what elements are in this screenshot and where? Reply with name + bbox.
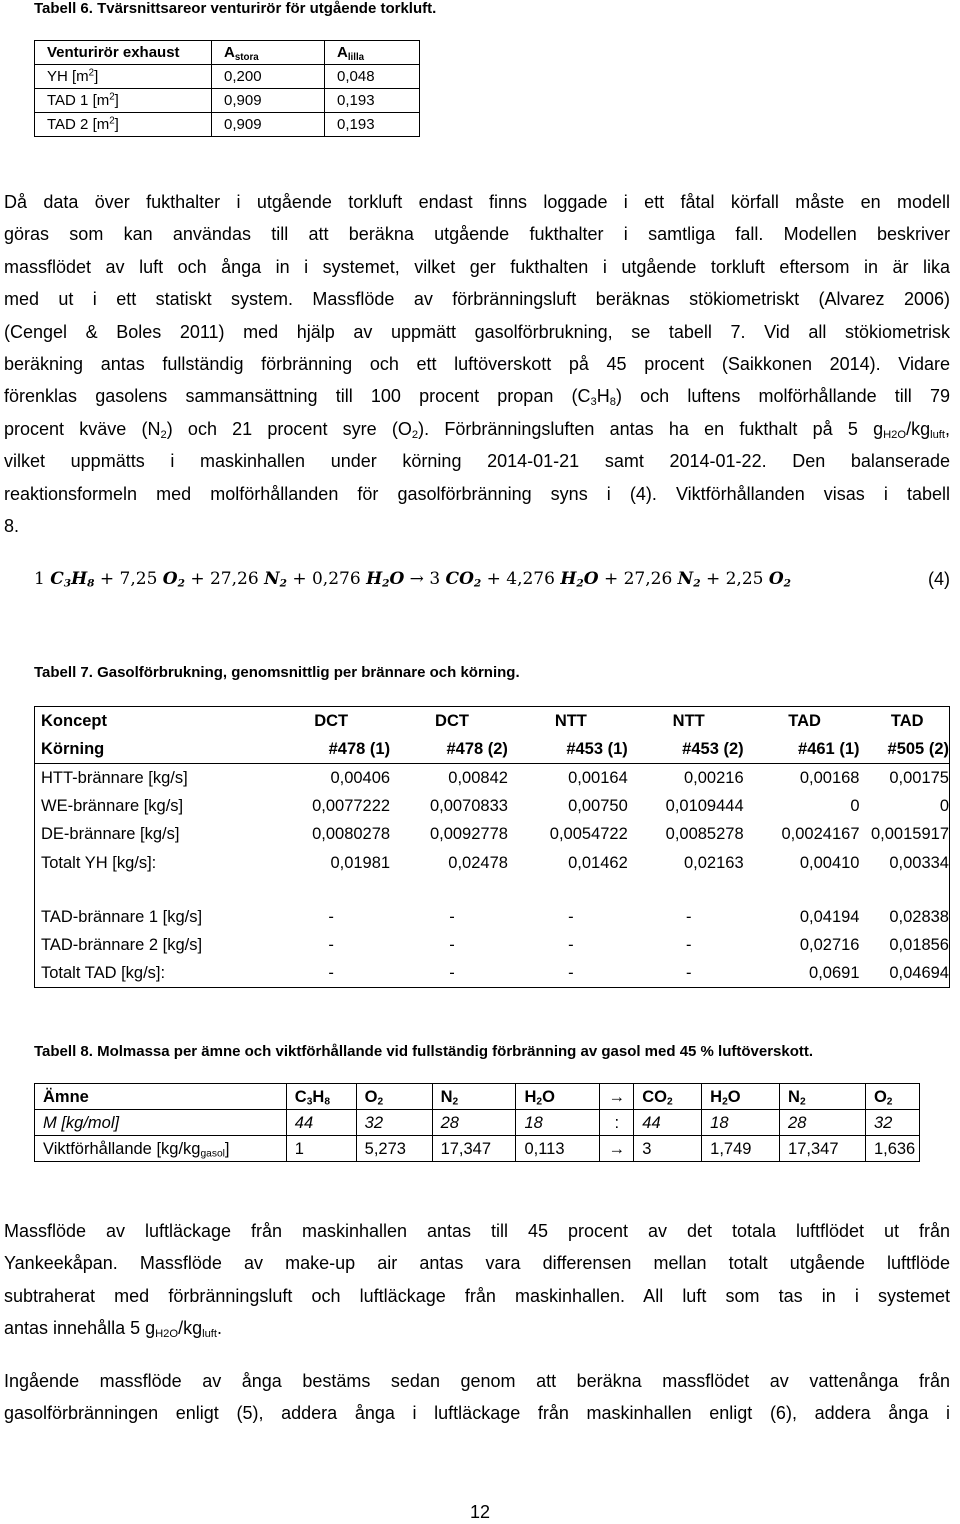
table-cell: 0,00334	[889, 853, 949, 872]
table-cell: Totalt YH [kg/s]:	[41, 853, 157, 872]
table-cell: YH $[m^2]$	[35, 65, 212, 89]
arrow-right-icon: →	[600, 1084, 634, 1110]
table-cell: 0,0070833	[429, 797, 508, 816]
table-cell: TAD 2 $[m^2]$	[35, 113, 212, 137]
table-row	[35, 707, 950, 736]
text-line: reaktionsformeln med molförhållanden för gasolförbränning syns i (4). Viktförhållanden visas i tabell	[4, 483, 950, 504]
table-cell: #478 (1)	[328, 740, 391, 759]
text-line: Då data över fukthalter i utgående torkluft endast finns loggade i ett fåtal körfall måste en modell	[4, 192, 950, 212]
paragraph-steam	[4, 1365, 950, 1430]
table-cell: 0,909	[212, 113, 325, 137]
text-line: göras som kan användas till att beräkna utgående fukthalter i samtliga fall. Modellen beskriver	[4, 224, 950, 245]
table-cell: Ämne	[35, 1084, 287, 1110]
table-cell: Venturirör exhaust	[35, 41, 212, 65]
table-spacer-row	[35, 877, 950, 903]
table-cell: NTT	[554, 712, 587, 731]
table-cell: O2	[865, 1084, 919, 1110]
table-cell: 1,636	[865, 1136, 919, 1162]
table-cell: 0	[939, 797, 949, 816]
table-cell: -	[685, 907, 692, 926]
table-cell: 0,0691	[809, 963, 860, 982]
table-cell: 0,02716	[799, 935, 860, 954]
table-cell: 0,02838	[889, 907, 949, 926]
table-cell: Koncept	[41, 712, 107, 731]
text-line: procent kväve (N2) och 21 procent syre (O2). Förbränningsluften antas ha en fukthalt på 5 gH2O/kgluft,	[4, 418, 950, 441]
table-cell: 0,193	[325, 113, 420, 137]
table-cell: 0,0015917	[871, 825, 949, 844]
table-8-caption: Tabell 8. Molmassa per ämne och viktförhållande vid fullständig förbränning av gasol med 45 % luftöverskott.	[34, 1043, 814, 1060]
table-cell: 44	[634, 1110, 702, 1136]
text-line: gasolförbränningen enligt (5), addera ånga i luftläckage från maskinhallen enligt (6), addera ånga i	[4, 1403, 950, 1424]
table-8	[34, 1083, 920, 1162]
text-line: Massflöde av luftläckage från maskinhallen antas till 45 procent av det totala luftflödet ut från	[4, 1221, 950, 1241]
table-cell: #453 (2)	[682, 740, 744, 759]
table-row	[35, 1136, 920, 1162]
table-cell: NTT	[672, 712, 705, 731]
table-cell: 0,0085278	[665, 825, 744, 844]
table-cell: 0,00842	[390, 764, 508, 793]
table-row	[35, 735, 950, 764]
table-row	[35, 89, 420, 113]
table-cell: #505 (2)	[887, 740, 949, 759]
table-cell: -	[685, 963, 692, 982]
table-cell: #453 (1)	[566, 740, 628, 759]
table-cell: WE-brännare [kg/s]	[41, 797, 184, 816]
table-cell: 44	[286, 1110, 356, 1136]
table-cell: 0,0109444	[665, 797, 744, 816]
table-row	[35, 1084, 920, 1110]
table-cell: 0,00168	[744, 764, 860, 793]
table-cell: DE-brännare [kg/s]	[41, 825, 180, 844]
text-line: med ut i ett statiskt system. Massflöde av förbränningsluft beräknas stökiometriskt (Alvarez 2006)	[4, 289, 950, 310]
table-cell: -	[449, 907, 455, 926]
table-cell: -	[449, 963, 455, 982]
page-number: 12	[469, 1502, 491, 1522]
table-cell: 1,749	[702, 1136, 780, 1162]
table-cell: 0,113	[516, 1136, 600, 1162]
equation-4: 1 C3H8 + 7,25 O2 + 27,26 N2 + 0,276 H2O → 3 CO2 + 4,276 H2O + 27,26 N2 + 2,25 O2 (4)	[34, 564, 950, 594]
table-6	[34, 40, 420, 137]
table-cell: 0,04194	[799, 907, 860, 926]
table-cell: -	[568, 963, 574, 982]
table-cell: CO2	[634, 1084, 702, 1110]
table-cell: 0,04694	[889, 963, 949, 982]
table-cell: TAD 1 $[m^2]$	[35, 89, 212, 113]
table-cell: 0,00410	[799, 853, 860, 872]
table-cell: 0,193	[325, 89, 420, 113]
table-cell: 0,02163	[683, 853, 744, 872]
text-line: subtraherat med förbränningsluft och luftläckage från maskinhallen. All luft som tas in i systemet	[4, 1285, 950, 1306]
table-cell: TAD	[788, 712, 821, 731]
text-line: 8.	[4, 516, 20, 537]
table-cell: H2O	[516, 1084, 600, 1110]
table-cell: Körning	[41, 740, 105, 759]
table-cell: -	[685, 935, 692, 954]
table-row	[35, 848, 950, 876]
table-cell: -	[328, 935, 334, 954]
table-row	[35, 792, 950, 820]
text-line: Ingående massflöde av ånga bestäms sedan genom att beräkna massflödet av vattenånga från	[4, 1371, 950, 1391]
text-line: Yankeekåpan. Massflöde av make-up air antas vara differensen mellan totalt utgående luftflöde	[4, 1253, 950, 1274]
table-cell: TAD	[890, 712, 924, 731]
table-cell: -	[328, 907, 334, 926]
table-cell: 0,01462	[568, 853, 628, 872]
table-row	[35, 903, 950, 931]
table-cell: 28	[432, 1110, 516, 1136]
paragraph-model	[4, 186, 950, 542]
table-cell: 17,347	[780, 1136, 866, 1162]
table-cell: 0,01981	[330, 853, 391, 872]
table-6-caption: Tabell 6. Tvärsnittsareor venturirör för utgående torkluft.	[34, 0, 437, 17]
table-cell: 0,00175	[860, 764, 950, 793]
table-cell: 0,048	[325, 65, 420, 89]
table-cell: -	[568, 935, 574, 954]
table-row	[35, 764, 950, 793]
table-cell: 0,0054722	[549, 825, 628, 844]
table-cell: H2O	[702, 1084, 780, 1110]
paragraph-air-leakage	[4, 1215, 950, 1345]
table-cell: #461 (1)	[798, 740, 860, 759]
table-cell: 0,00406	[266, 764, 390, 793]
table-cell: 32	[865, 1110, 919, 1136]
table-cell: 0	[850, 797, 860, 816]
table-cell: N2	[780, 1084, 866, 1110]
text-line: (Cengel & Boles 2011) med hjälp av uppmätt gasolförbrukning, se tabell 7. Vid all stökiometrisk	[4, 321, 950, 342]
table-cell: HTT-brännare [kg/s]	[35, 764, 267, 793]
table-cell: 1	[286, 1136, 356, 1162]
table-cell: C3H8	[286, 1084, 356, 1110]
table-row	[35, 959, 950, 988]
table-cell: -	[328, 963, 334, 982]
table-cell: 3	[634, 1136, 702, 1162]
table-cell	[35, 877, 950, 903]
table-cell: #478 (2)	[446, 740, 508, 759]
table-cell: 0,0024167	[781, 825, 860, 844]
text-line: förenklas gasolens sammansättning till 100 procent propan (C3H8) och luftens molförhållande till 79	[4, 386, 950, 409]
table-cell: :	[600, 1110, 634, 1136]
text-line: beräkning antas fullständig förbränning och ett luftöverskott på 45 procent (Saikkonen 2014). Vidare	[4, 354, 950, 375]
table-cell: DCT	[314, 712, 349, 731]
table-cell: 5,273	[356, 1136, 432, 1162]
table-cell: $A_{stora}$	[212, 41, 325, 65]
table-cell: 0,0080278	[312, 825, 391, 844]
table-cell: TAD-brännare 1 [kg/s]	[41, 907, 203, 926]
table-row	[35, 931, 950, 959]
table-cell: $A_{lilla}$	[325, 41, 420, 65]
table-cell: O2	[356, 1084, 432, 1110]
arrow-right-icon: →	[600, 1136, 634, 1162]
table-cell: TAD-brännare 2 [kg/s]	[41, 935, 203, 954]
table-cell: M [kg/mol]	[35, 1110, 287, 1136]
table-cell: -	[449, 935, 455, 954]
table-cell: Viktförhållande [kg/kggasol]	[35, 1136, 287, 1162]
table-cell: 28	[780, 1110, 866, 1136]
table-cell: 18	[516, 1110, 600, 1136]
text-line: antas innehålla 5 gH2O/kgluft.	[4, 1318, 222, 1340]
table-row	[35, 820, 950, 848]
table-cell: 0,02478	[448, 853, 508, 872]
table-cell: 0,0092778	[429, 825, 508, 844]
table-cell: -	[568, 907, 574, 926]
table-7-caption: Tabell 7. Gasolförbrukning, genomsnittlig per brännare och körning.	[34, 664, 520, 681]
table-7	[34, 706, 950, 988]
table-cell: 0,01856	[889, 935, 949, 954]
text-line: vilket uppmätts i maskinhallen under körning 2014-01-21 samt 2014-01-22. Den balanserade	[4, 451, 950, 472]
table-row	[35, 41, 420, 65]
table-cell: 0,00216	[628, 764, 744, 793]
table-cell: 32	[356, 1110, 432, 1136]
table-cell: 18	[702, 1110, 780, 1136]
text-line: massflödet av luft och ånga in i systemet, vilket ger fukthalten i utgående torkluft eftersom in är lika	[4, 256, 950, 277]
equation-number: (4)	[928, 569, 950, 589]
table-cell: Totalt TAD [kg/s]:	[41, 963, 166, 982]
table-cell: 17,347	[432, 1136, 516, 1162]
table-cell: 0,00164	[508, 764, 628, 793]
table-cell: DCT	[435, 712, 469, 731]
table-row	[35, 65, 420, 89]
table-cell: 0,0077222	[312, 797, 391, 816]
table-cell: 0,909	[212, 89, 325, 113]
table-cell: 0,00750	[568, 797, 628, 816]
table-row	[35, 1110, 920, 1136]
table-row	[35, 113, 420, 137]
table-cell: 0,200	[212, 65, 325, 89]
table-cell: N2	[432, 1084, 516, 1110]
